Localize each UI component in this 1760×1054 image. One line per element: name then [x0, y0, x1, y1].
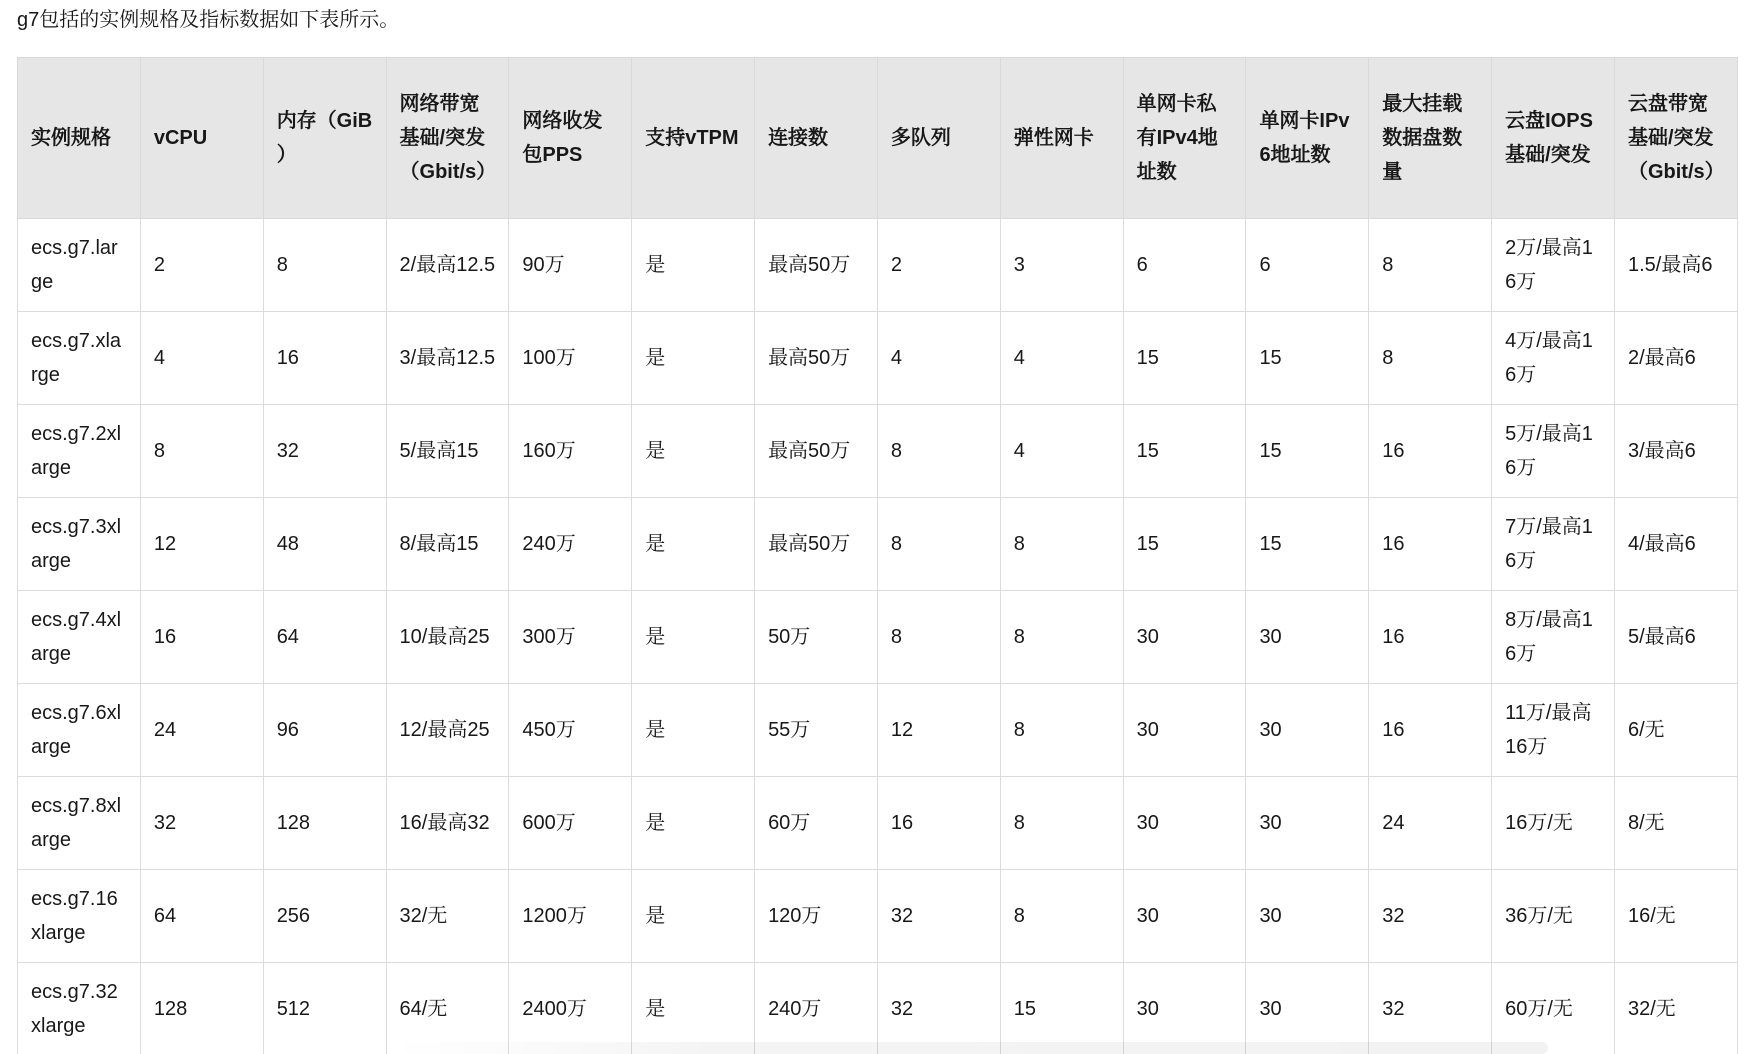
spec-value-cell: 是 [632, 963, 755, 1054]
column-header: 单网卡IPv6地址数 [1246, 58, 1369, 219]
instance-spec-cell: ecs.g7.16xlarge [18, 870, 141, 963]
spec-value-cell: 是 [632, 312, 755, 405]
column-header: 多队列 [877, 58, 1000, 219]
spec-value-cell: 32/无 [1614, 963, 1737, 1054]
spec-value-cell: 4/最高6 [1614, 498, 1737, 591]
spec-value-cell: 16 [263, 312, 386, 405]
spec-value-cell: 48 [263, 498, 386, 591]
column-header: 云盘带宽基础/突发（Gbit/s） [1614, 58, 1737, 219]
spec-value-cell: 30 [1123, 777, 1246, 870]
spec-value-cell: 11万/最高16万 [1492, 684, 1615, 777]
spec-value-cell: 8/最高15 [386, 498, 509, 591]
column-header: 最大挂载数据盘数量 [1369, 58, 1492, 219]
spec-value-cell: 16 [1369, 405, 1492, 498]
spec-value-cell: 12/最高25 [386, 684, 509, 777]
spec-value-cell: 120万 [755, 870, 878, 963]
spec-value-cell: 8/无 [1614, 777, 1737, 870]
column-header: 单网卡私有IPv4地址数 [1123, 58, 1246, 219]
table-row [18, 591, 1738, 684]
table-row [18, 684, 1738, 777]
spec-value-cell: 4万/最高16万 [1492, 312, 1615, 405]
spec-value-cell: 24 [1369, 777, 1492, 870]
spec-value-cell: 2/最高12.5 [386, 219, 509, 312]
column-header: 网络带宽基础/突发（Gbit/s） [386, 58, 509, 219]
spec-value-cell: 5/最高15 [386, 405, 509, 498]
spec-value-cell: 15 [1123, 312, 1246, 405]
spec-value-cell: 16 [1369, 684, 1492, 777]
spec-value-cell: 8 [1369, 312, 1492, 405]
spec-value-cell: 是 [632, 219, 755, 312]
spec-value-cell: 128 [140, 963, 263, 1054]
horizontal-scrollbar-thumb[interactable] [390, 1042, 1548, 1054]
spec-value-cell: 60万 [755, 777, 878, 870]
instance-spec-cell: ecs.g7.4xlarge [18, 591, 141, 684]
spec-value-cell: 15 [1123, 405, 1246, 498]
column-header: 网络收发包PPS [509, 58, 632, 219]
table-head [18, 58, 1738, 219]
spec-value-cell: 8 [263, 219, 386, 312]
spec-value-cell: 16/无 [1614, 870, 1737, 963]
spec-value-cell: 最高50万 [755, 312, 878, 405]
spec-value-cell: 是 [632, 684, 755, 777]
spec-value-cell: 256 [263, 870, 386, 963]
spec-value-cell: 90万 [509, 219, 632, 312]
spec-value-cell: 450万 [509, 684, 632, 777]
spec-value-cell: 64/无 [386, 963, 509, 1054]
spec-value-cell: 6/无 [1614, 684, 1737, 777]
spec-value-cell: 30 [1123, 870, 1246, 963]
spec-value-cell: 15 [1000, 963, 1123, 1054]
spec-value-cell: 24 [140, 684, 263, 777]
spec-value-cell: 30 [1246, 963, 1369, 1054]
spec-value-cell: 30 [1123, 963, 1246, 1054]
column-header: vCPU [140, 58, 263, 219]
table-row [18, 498, 1738, 591]
column-header: 实例规格 [18, 58, 141, 219]
column-header: 云盘IOPS基础/突发 [1492, 58, 1615, 219]
table-row [18, 963, 1738, 1054]
instance-spec-cell: ecs.g7.8xlarge [18, 777, 141, 870]
instance-spec-cell: ecs.g7.32xlarge [18, 963, 141, 1054]
table-row [18, 219, 1738, 312]
intro-text: g7包括的实例规格及指标数据如下表所示。 [17, 9, 400, 31]
spec-value-cell: 8万/最高16万 [1492, 591, 1615, 684]
spec-value-cell: 30 [1246, 684, 1369, 777]
spec-value-cell: 8 [1369, 219, 1492, 312]
spec-value-cell: 1200万 [509, 870, 632, 963]
spec-value-cell: 2 [140, 219, 263, 312]
spec-value-cell: 32 [140, 777, 263, 870]
spec-value-cell: 36万/无 [1492, 870, 1615, 963]
column-header: 连接数 [755, 58, 878, 219]
spec-value-cell: 2万/最高16万 [1492, 219, 1615, 312]
spec-value-cell: 16 [1369, 591, 1492, 684]
spec-value-cell: 50万 [755, 591, 878, 684]
instance-spec-cell: ecs.g7.2xlarge [18, 405, 141, 498]
spec-value-cell: 240万 [509, 498, 632, 591]
table-row [18, 312, 1738, 405]
spec-value-cell: 32 [877, 870, 1000, 963]
spec-value-cell: 32 [877, 963, 1000, 1054]
spec-value-cell: 8 [1000, 498, 1123, 591]
instance-spec-cell: ecs.g7.xlarge [18, 312, 141, 405]
spec-value-cell: 是 [632, 498, 755, 591]
spec-value-cell: 15 [1123, 498, 1246, 591]
spec-value-cell: 64 [140, 870, 263, 963]
spec-value-cell: 6 [1246, 219, 1369, 312]
spec-value-cell: 60万/无 [1492, 963, 1615, 1054]
spec-value-cell: 3 [1000, 219, 1123, 312]
spec-value-cell: 2400万 [509, 963, 632, 1054]
spec-value-cell: 16万/无 [1492, 777, 1615, 870]
table-row [18, 870, 1738, 963]
spec-value-cell: 4 [140, 312, 263, 405]
spec-value-cell: 600万 [509, 777, 632, 870]
spec-value-cell: 100万 [509, 312, 632, 405]
spec-value-cell: 30 [1246, 870, 1369, 963]
spec-value-cell: 240万 [755, 963, 878, 1054]
column-header: 弹性网卡 [1000, 58, 1123, 219]
spec-value-cell: 16 [140, 591, 263, 684]
spec-value-cell: 最高50万 [755, 405, 878, 498]
spec-value-cell: 12 [140, 498, 263, 591]
instance-spec-cell: ecs.g7.3xlarge [18, 498, 141, 591]
spec-value-cell: 8 [1000, 684, 1123, 777]
spec-value-cell: 32 [1369, 870, 1492, 963]
table-row [18, 777, 1738, 870]
instance-spec-cell: ecs.g7.large [18, 219, 141, 312]
spec-value-cell: 12 [877, 684, 1000, 777]
spec-value-cell: 8 [1000, 777, 1123, 870]
spec-value-cell: 8 [877, 405, 1000, 498]
spec-value-cell: 30 [1123, 684, 1246, 777]
spec-value-cell: 最高50万 [755, 219, 878, 312]
spec-value-cell: 30 [1123, 591, 1246, 684]
instance-spec-cell: ecs.g7.6xlarge [18, 684, 141, 777]
spec-value-cell: 2/最高6 [1614, 312, 1737, 405]
spec-value-cell: 15 [1246, 312, 1369, 405]
spec-value-cell: 7万/最高16万 [1492, 498, 1615, 591]
spec-value-cell: 8 [877, 591, 1000, 684]
spec-value-cell: 是 [632, 405, 755, 498]
spec-value-cell: 是 [632, 870, 755, 963]
spec-value-cell: 32 [1369, 963, 1492, 1054]
spec-value-cell: 5/最高6 [1614, 591, 1737, 684]
spec-value-cell: 是 [632, 591, 755, 684]
column-header: 支持vTPM [632, 58, 755, 219]
spec-value-cell: 最高50万 [755, 498, 878, 591]
spec-value-cell: 30 [1246, 591, 1369, 684]
spec-value-cell: 160万 [509, 405, 632, 498]
spec-value-cell: 3/最高6 [1614, 405, 1737, 498]
spec-value-cell: 8 [1000, 591, 1123, 684]
spec-value-cell: 4 [877, 312, 1000, 405]
table-header-row [18, 58, 1738, 219]
spec-value-cell: 128 [263, 777, 386, 870]
table-body [18, 219, 1738, 1054]
table-row [18, 405, 1738, 498]
spec-value-cell: 512 [263, 963, 386, 1054]
spec-value-cell: 55万 [755, 684, 878, 777]
spec-value-cell: 是 [632, 777, 755, 870]
spec-value-cell: 16 [1369, 498, 1492, 591]
spec-value-cell: 3/最高12.5 [386, 312, 509, 405]
spec-value-cell: 16/最高32 [386, 777, 509, 870]
spec-value-cell: 64 [263, 591, 386, 684]
spec-value-cell: 16 [877, 777, 1000, 870]
spec-value-cell: 1.5/最高6 [1614, 219, 1737, 312]
spec-value-cell: 15 [1246, 498, 1369, 591]
spec-value-cell: 30 [1246, 777, 1369, 870]
spec-value-cell: 32/无 [386, 870, 509, 963]
spec-value-cell: 8 [1000, 870, 1123, 963]
spec-value-cell: 15 [1246, 405, 1369, 498]
spec-value-cell: 6 [1123, 219, 1246, 312]
spec-value-cell: 300万 [509, 591, 632, 684]
spec-value-cell: 8 [877, 498, 1000, 591]
spec-value-cell: 4 [1000, 312, 1123, 405]
instance-spec-table [17, 57, 1738, 1054]
spec-value-cell: 5万/最高16万 [1492, 405, 1615, 498]
spec-value-cell: 10/最高25 [386, 591, 509, 684]
spec-value-cell: 96 [263, 684, 386, 777]
spec-value-cell: 2 [877, 219, 1000, 312]
spec-value-cell: 8 [140, 405, 263, 498]
column-header: 内存（GiB） [263, 58, 386, 219]
spec-value-cell: 4 [1000, 405, 1123, 498]
spec-value-cell: 32 [263, 405, 386, 498]
